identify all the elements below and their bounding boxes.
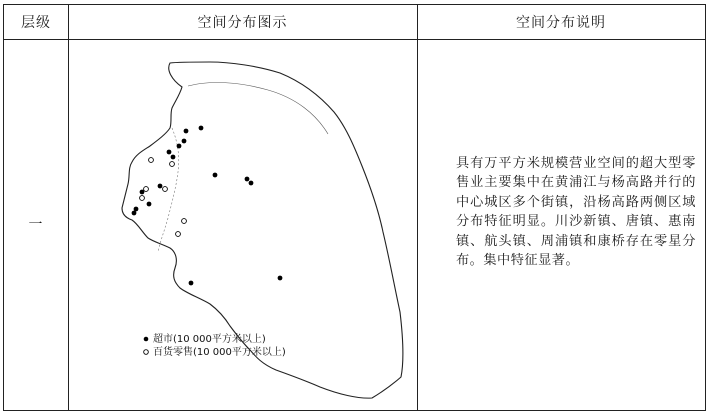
supermarket-point	[213, 173, 218, 178]
department-store-point	[140, 196, 145, 201]
department-store-point	[170, 162, 175, 167]
distribution-description: 具有万平方米规模营业空间的超大型零售业主要集中在黄浦江与杨高路并行的中心城区多个街镇，沿杨高路两侧区域分布特征明显。川沙新镇、唐镇、惠南镇、航头镇、周浦镇和康桥存在零星分布。集中特征显著。	[456, 156, 696, 269]
header-distribution-description: 空间分布说明	[516, 15, 606, 31]
row-level-value: 一	[28, 217, 44, 233]
supermarket-point	[132, 211, 137, 216]
legend-filled-marker	[144, 337, 149, 342]
supermarket-point	[167, 150, 172, 155]
department-store-point	[182, 219, 187, 224]
department-store-point	[176, 232, 181, 237]
department-store-point	[144, 187, 149, 192]
supermarket-point	[189, 281, 194, 286]
map-legend	[144, 332, 286, 358]
department-store-point	[149, 158, 154, 163]
supermarket-points	[132, 126, 283, 286]
header-level: 层级	[21, 15, 51, 31]
supermarket-point	[177, 144, 182, 149]
legend-label-department-store: 百货零售(10 000平方米以上)	[153, 347, 286, 358]
distribution-map	[60, 42, 420, 407]
supermarket-point	[147, 202, 152, 207]
supermarket-point	[249, 181, 254, 186]
supermarket-point	[171, 155, 176, 160]
legend-hollow-marker	[144, 350, 149, 355]
legend-label-supermarket: 超市(10 000平方米以上)	[153, 334, 266, 345]
supermarket-point	[278, 276, 283, 281]
header-divider	[4, 39, 705, 40]
supermarket-point	[199, 126, 204, 131]
supermarket-point	[184, 129, 189, 134]
department-store-points	[140, 158, 187, 237]
supermarket-point	[182, 139, 187, 144]
header-distribution-map: 空间分布图示	[197, 15, 288, 31]
supermarket-point	[158, 184, 163, 189]
department-store-point	[163, 187, 168, 192]
coastline-inner	[188, 83, 328, 134]
supermarket-point	[245, 177, 250, 182]
